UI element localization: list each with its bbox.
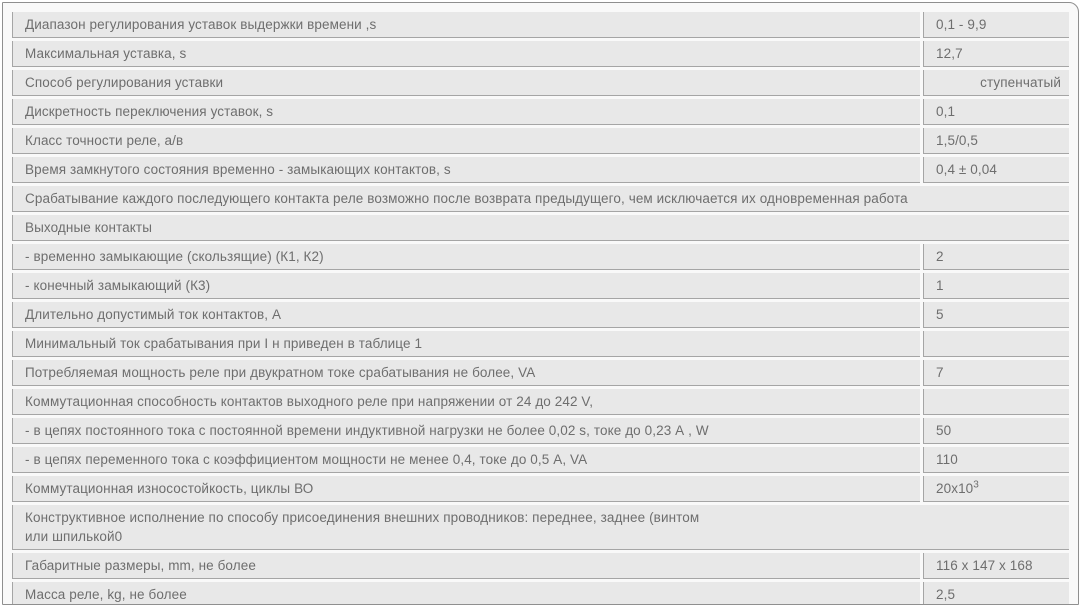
value-base: 20x10 [936, 481, 974, 496]
spec-label-cell: Время замкнутого состояния временно - замыкающих контактов, s [12, 157, 920, 183]
table-row [12, 418, 1069, 444]
spec-label-cell: Потребляемая мощность реле при двукратном токе срабатывания не более, VA [12, 360, 920, 386]
table-row [12, 389, 1069, 415]
spec-label-cell: - конечный замыкающий (К3) [12, 273, 920, 299]
spec-value-cell: 116 x 147 x 168 [923, 553, 1069, 579]
label-line-1: Конструктивное исполнение по способу присоединения внешних проводников: переднее, заднее (винтом [25, 510, 700, 525]
spec-label-cell: Длительно допустимый ток контактов, А [12, 302, 920, 328]
table-row [12, 273, 1069, 299]
value-superscript: 3 [973, 479, 979, 491]
table-row [12, 157, 1069, 183]
table-row [12, 505, 1069, 550]
table-row [12, 360, 1069, 386]
table-row [12, 582, 1069, 605]
spec-value-cell [923, 331, 1069, 357]
spec-label-cell: Минимальный ток срабатывания при I н приведен в таблице 1 [12, 331, 920, 357]
spec-label-cell: Габаритные размеры, mm, не более [12, 553, 920, 579]
spec-value-cell: 5 [923, 302, 1069, 328]
table-row [12, 99, 1069, 125]
spec-value-cell: 0,1 - 9,9 [923, 12, 1069, 38]
spec-label-cell: Диапазон регулирования уставок выдержки времени ,s [12, 12, 920, 38]
spec-value-cell: 7 [923, 360, 1069, 386]
spec-label-cell: Коммутационная износостойкость, циклы ВО [12, 476, 920, 502]
table-row [12, 447, 1069, 473]
table-row [12, 215, 1069, 241]
spec-value-cell: 0,1 [923, 99, 1069, 125]
table-row [12, 186, 1069, 212]
spec-label-cell: - в цепях переменного тока с коэффициентом мощности не менее 0,4, токе до 0,5 А, VA [12, 447, 920, 473]
spec-value-cell: 50 [923, 418, 1069, 444]
spec-label-cell: Дискретность переключения уставок, s [12, 99, 920, 125]
table-row [12, 70, 1069, 96]
label-line-2: или шпилькой0 [25, 529, 123, 544]
table-row [12, 331, 1069, 357]
spec-value-cell: 1,5/0,5 [923, 128, 1069, 154]
spec-label-cell: Максимальная уставка, s [12, 41, 920, 67]
spec-value-cell [923, 476, 1069, 502]
spec-label-cell: Способ регулирования уставки [12, 70, 920, 96]
table-row [12, 128, 1069, 154]
table-row [12, 302, 1069, 328]
table-row [12, 244, 1069, 270]
table-row [12, 12, 1069, 38]
spec-panel [2, 2, 1079, 605]
spec-value-cell: 1 [923, 273, 1069, 299]
spec-table [9, 9, 1072, 605]
table-row [12, 41, 1069, 67]
spec-fullwidth-cell: Срабатывание каждого последующего контакта реле возможно после возврата предыдущего, чем исключается их одновременная работа [12, 186, 1069, 212]
spec-label-cell: Коммутационная способность контактов выходного реле при напряжении от 24 до 242 V, [12, 389, 920, 415]
spec-value-cell: 110 [923, 447, 1069, 473]
spec-value-cell [923, 389, 1069, 415]
spec-value-cell: 0,4 ± 0,04 [923, 157, 1069, 183]
table-row [12, 553, 1069, 579]
spec-value-cell: 2 [923, 244, 1069, 270]
table-row [12, 476, 1069, 502]
spec-fullwidth-cell [12, 505, 1069, 550]
spec-value-cell: 2,5 [923, 582, 1069, 605]
spec-value-cell: 12,7 [923, 41, 1069, 67]
spec-label-cell: Масса реле, kg, не более [12, 582, 920, 605]
spec-value-cell: ступенчатый [923, 70, 1069, 96]
spec-label-cell: - в цепях постоянного тока с постоянной времени индуктивной нагрузки не более 0,02 s, токе до 0,23 А , W [12, 418, 920, 444]
spec-label-cell: Класс точности реле, а/в [12, 128, 920, 154]
spec-label-cell: - временно замыкающие (скользящие) (К1, К2) [12, 244, 920, 270]
spec-fullwidth-cell: Выходные контакты [12, 215, 1069, 241]
